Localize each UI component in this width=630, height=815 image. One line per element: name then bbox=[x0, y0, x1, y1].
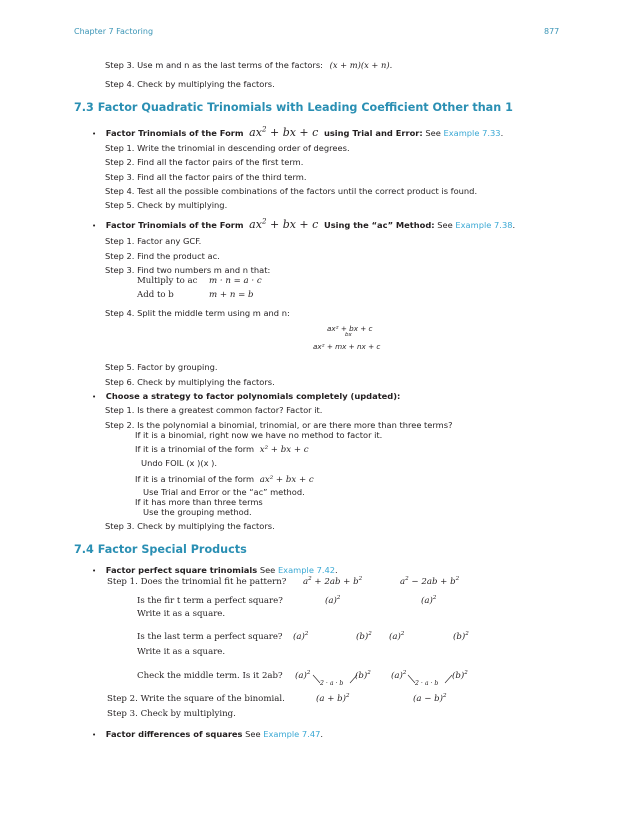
math-expression: $(a)^2$ bbox=[391, 670, 407, 681]
step-text: Step 2. Find the product ac. bbox=[105, 251, 220, 261]
section-title: 7.4 Factor Special Products bbox=[74, 543, 247, 556]
bullet-item bbox=[92, 391, 400, 401]
math-expression: m + n = b bbox=[209, 290, 254, 300]
running-header-chapter: Chapter 7 Factoring bbox=[74, 27, 154, 36]
sub-step-label: If it is a trinomial of the form bbox=[135, 474, 255, 484]
punct: . bbox=[335, 565, 338, 575]
step-text: Step 4. Test all the possible combinations of the factors until the correct product is found. bbox=[105, 186, 478, 196]
bullet-label: Factor Trinomials of the Form bbox=[105, 128, 244, 138]
math-expression: ax² + mx + nx + c bbox=[313, 342, 381, 351]
math-expression: $(a)^2$ bbox=[421, 595, 437, 606]
step-text: Step 3. Use m and n as the last terms of the factors: bbox=[105, 60, 323, 70]
question-text: Is the fir t term a perfect square? bbox=[137, 596, 283, 606]
pattern-expression: $a^2 + 2ab + b^2$ bbox=[303, 576, 363, 587]
math-annotation: bx bbox=[345, 332, 352, 338]
math-expression: ax² + bx + c bbox=[327, 324, 373, 333]
step-text: Step 2. Is the polynomial a binomial, trinomial, or are there more than three terms? bbox=[105, 420, 453, 430]
bullet-icon: • bbox=[92, 130, 97, 138]
math-expression: $(a - b)^2$ bbox=[413, 693, 447, 704]
step-text: Step 1. Is there a greatest common factor? Factor it. bbox=[105, 405, 323, 415]
instruction-text: Write it as a square. bbox=[137, 647, 226, 657]
punct: . bbox=[320, 729, 324, 739]
bullet-item bbox=[92, 218, 515, 231]
math-expression: $ax^2$ + bx + c bbox=[249, 216, 319, 231]
sub-step-text: If it has more than three terms bbox=[135, 497, 263, 507]
punct: . bbox=[500, 128, 504, 138]
math-expression: $(a)^2$ bbox=[325, 595, 341, 606]
bullet-item bbox=[92, 565, 338, 575]
math-expression: $(b)^2$ bbox=[453, 631, 469, 642]
see-text: See bbox=[425, 128, 441, 138]
step-text: Step 3. Check by multiplying the factors. bbox=[105, 521, 275, 531]
bullet-label: Factor perfect square trinomials bbox=[105, 565, 258, 575]
sub-step-text bbox=[135, 444, 309, 455]
condition-label: Add to b bbox=[137, 290, 174, 300]
punct: . bbox=[512, 220, 516, 230]
example-link[interactable]: Example 7.47 bbox=[263, 729, 321, 739]
math-annotation: 2 · a · b bbox=[320, 680, 344, 687]
step-text: Step 3. Find all the factor pairs of the third term. bbox=[105, 172, 307, 182]
sub-step-text: Undo FOIL (x )(x ). bbox=[141, 458, 218, 468]
math-expression: x² + bx + c bbox=[259, 445, 309, 455]
step-text: Step 1. Factor any GCF. bbox=[105, 236, 202, 246]
step-text: Step 5. Check by multiplying. bbox=[105, 200, 228, 210]
sub-step-text: If it is a binomial, right now we have no method to factor it. bbox=[135, 430, 383, 440]
step-text: Step 4. Check by multiplying the factors. bbox=[105, 79, 275, 89]
sub-step-label: If it is a trinomial of the form bbox=[135, 444, 255, 454]
step-text: Step 3. Find two numbers m and n that: bbox=[105, 265, 271, 275]
step-text: Step 5. Factor by grouping. bbox=[105, 362, 218, 372]
condition-label: Multiply to ac bbox=[137, 276, 198, 286]
math-expression: $(a)^2$ bbox=[295, 670, 311, 681]
math-expression: $(a)^2$ bbox=[293, 631, 309, 642]
math-expression: $(b)^2$ bbox=[452, 670, 468, 681]
bullet-icon: • bbox=[92, 222, 97, 230]
step-text: Step 2. Find all the factor pairs of the first term. bbox=[105, 157, 304, 167]
text-line bbox=[105, 60, 392, 70]
bullet-label: Factor differences of squares bbox=[105, 729, 243, 739]
sub-step-text bbox=[135, 474, 314, 485]
example-link[interactable]: Example 7.42 bbox=[277, 565, 336, 575]
see-text: See bbox=[245, 729, 261, 739]
step-text: Step 6. Check by multiplying the factors. bbox=[105, 377, 275, 387]
step-text: Step 1. Write the trinomial in descending order of degrees. bbox=[105, 143, 350, 153]
step-text: Step 1. Does the trinomial fit he pattern? bbox=[107, 577, 287, 587]
bullet-label: Factor Trinomials of the Form bbox=[105, 220, 244, 230]
math-expression: $(b)^2$ bbox=[355, 670, 371, 681]
example-link[interactable]: Example 7.33 bbox=[443, 128, 501, 138]
bullet-icon: • bbox=[92, 567, 97, 575]
math-expression: (x + m)(x + n). bbox=[329, 60, 393, 70]
sub-step-text: Use Trial and Error or the “ac” method. bbox=[143, 487, 305, 497]
step-text: Step 3. Check by multiplying. bbox=[107, 709, 236, 719]
page-number: 877 bbox=[544, 27, 560, 36]
pattern-expression: $a^2 - 2ab + b^2$ bbox=[400, 576, 460, 587]
bullet-label: using Trial and Error: bbox=[323, 128, 423, 138]
bullet-icon: • bbox=[92, 731, 97, 739]
see-text: See bbox=[437, 220, 453, 230]
bullet-label: Using the “ac” Method: bbox=[323, 220, 435, 230]
section-title: 7.3 Factor Quadratic Trinomials with Leading Coefficient Other than 1 bbox=[74, 101, 513, 114]
example-link[interactable]: Example 7.38 bbox=[455, 220, 513, 230]
math-expression: $(a + b)^2$ bbox=[316, 693, 350, 704]
sub-step-text: Use the grouping method. bbox=[143, 507, 252, 517]
math-expression: $(a)^2$ bbox=[389, 631, 405, 642]
math-expression: ax² + bx + c bbox=[259, 475, 314, 485]
math-expression: $(b)^2$ bbox=[356, 631, 372, 642]
instruction-text: Write it as a square. bbox=[137, 609, 226, 619]
math-expression: $ax^2$ + bx + c bbox=[249, 124, 319, 139]
question-text: Check the middle term. Is it 2ab? bbox=[137, 671, 283, 681]
math-annotation: 2 · a · b bbox=[415, 680, 439, 687]
see-text: See bbox=[259, 565, 276, 575]
math-expression: m · n = a · c bbox=[209, 276, 262, 286]
bullet-item bbox=[92, 729, 323, 739]
bullet-item bbox=[92, 126, 503, 139]
question-text: Is the last term a perfect square? bbox=[137, 632, 283, 642]
step-text: Step 2. Write the square of the binomial. bbox=[107, 694, 285, 704]
step-text: Step 4. Split the middle term using m and n: bbox=[105, 308, 290, 318]
bullet-label: Choose a strategy to factor polynomials completely (updated): bbox=[105, 391, 401, 401]
bullet-icon: • bbox=[92, 393, 97, 401]
